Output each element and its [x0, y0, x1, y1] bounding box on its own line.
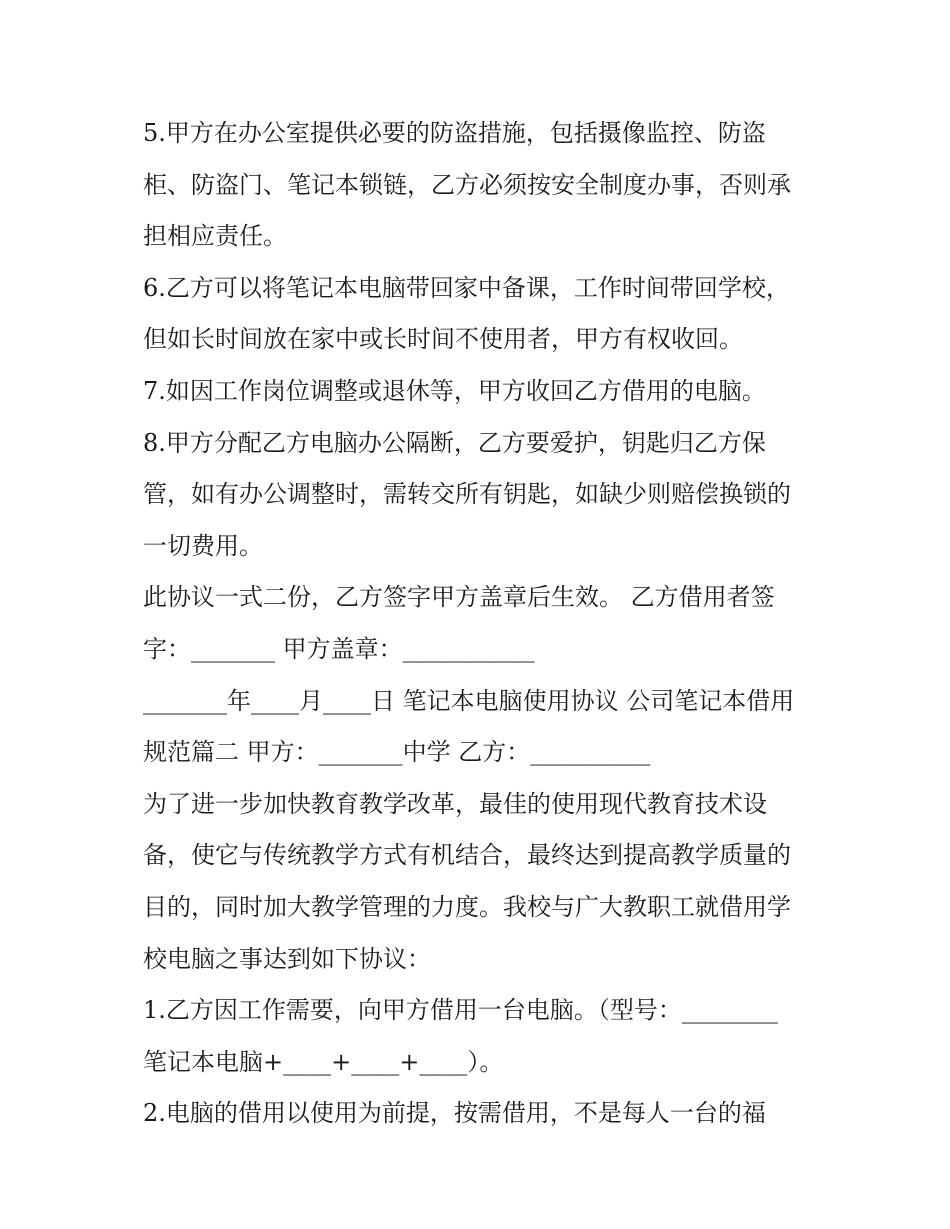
- text-line: 1.乙方因工作需要，向甲方借用一台电脑。（型号：________: [143, 996, 778, 1025]
- text-line: 备，使它与传统教学方式有机结合，最终达到提高教学质量的: [143, 841, 791, 870]
- text-line: 校电脑之事达到如下协议：: [143, 944, 431, 973]
- text-line: 此协议一式二份，乙方签字甲方盖章后生效。 乙方借用者签: [143, 583, 775, 612]
- text-line: 字：_______ 甲方盖章：___________: [143, 634, 535, 663]
- text-line: 一切费用。: [143, 531, 263, 560]
- text-line: _______年____月____日 笔记本电脑使用协议 公司笔记本借用: [143, 686, 795, 715]
- text-line: 5.甲方在办公室提供必要的防盗措施，包括摄像监控、防盗: [143, 119, 766, 147]
- text-line: 6.乙方可以将笔记本电脑带回家中备课，工作时间带回学校，: [143, 273, 790, 302]
- text-line: 目的，同时加大教学管理的力度。我校与广大教职工就借用学: [143, 892, 791, 921]
- text-line: 7.如因工作岗位调整或退休等，甲方收回乙方借用的电脑。: [143, 376, 766, 405]
- text-line: 笔记本电脑+____+____+____）。: [143, 1047, 504, 1076]
- text-line: 为了进一步加快教育教学改革，最佳的使用现代教育技术设: [143, 789, 767, 818]
- text-line: 担相应责任。: [143, 222, 287, 251]
- text-line: 8.甲方分配乙方电脑办公隔断，乙方要爱护，钥匙归乙方保: [143, 428, 766, 457]
- text-line: 2.电脑的借用以使用为前提，按需借用，不是每人一台的福: [143, 1099, 766, 1128]
- document-body: [143, 108, 823, 1140]
- text-line: 柜、防盗门、笔记本锁链，乙方必须按安全制度办事，否则承: [143, 170, 791, 199]
- text-line: 但如长时间放在家中或长时间不使用者，甲方有权收回。: [143, 325, 743, 354]
- text-line: 管，如有办公调整时，需转交所有钥匙，如缺少则赔偿换锁的: [143, 480, 791, 509]
- text-line: 规范篇二 甲方：_______中学 乙方：__________: [143, 738, 651, 767]
